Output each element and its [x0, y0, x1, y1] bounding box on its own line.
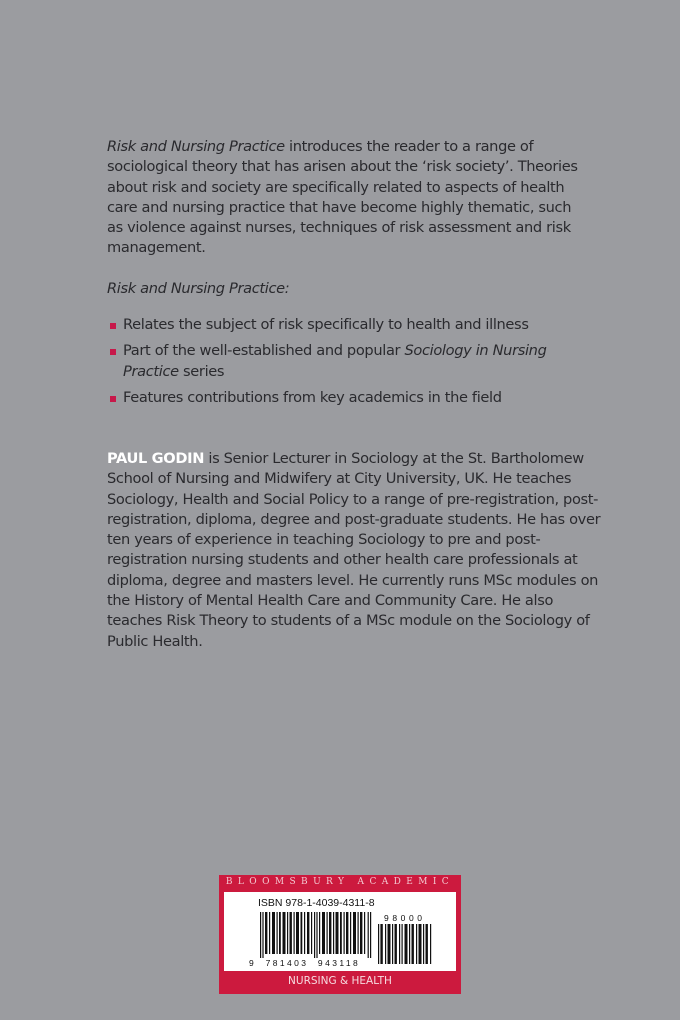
feature-item: Relates the subject of risk specifically to health and illness: [107, 315, 587, 335]
ean-digits: 9 781403 943118: [249, 958, 361, 968]
features-heading: Risk and Nursing Practice:: [107, 280, 290, 297]
book-title-italic: Risk and Nursing Practice: [107, 138, 285, 155]
square-bullet-icon: [110, 323, 116, 329]
features-list: [107, 315, 587, 414]
square-bullet-icon: [110, 349, 116, 355]
book-description: [107, 137, 587, 259]
description-text: introduces the reader to a range of sociological theory that has arisen about the ‘risk society’. Theories about risk and society are specifically related to aspects of health care and nursing practice that have become highly thematic, such as violence against nurses, techniques of risk assessment and risk management.: [107, 138, 578, 257]
subject-category: NURSING & HEALTH: [288, 975, 392, 987]
ean-barcode-icon: [260, 912, 372, 958]
author-name: PAUL GODIN: [107, 450, 205, 467]
isbn-label: ISBN 978-1-4039-4311-8: [258, 897, 375, 909]
feature-item: Features contributions from key academics in the field: [107, 388, 587, 408]
publisher-barcode-box: [219, 875, 461, 994]
addon-barcode-icon: [378, 924, 434, 964]
author-bio: [107, 449, 602, 652]
square-bullet-icon: [110, 396, 116, 402]
barcode-panel: [224, 892, 456, 971]
bio-text: is Senior Lecturer in Sociology at the St. Bartholomew School of Nursing and Midwifery at City University, UK. He teaches Sociology, Health and Social Policy to a range of pre-registration, post-registration, diploma, degree and post-graduate students. He has over ten years of experience in teaching Sociology to pre and post-registration nursing students and other health care professionals at diploma, degree and masters level. He currently runs MSc modules on the History of Mental Health Care and Community Care. He also teaches Risk Theory to students of a MSc module on the Sociology of Public Health.: [107, 450, 601, 650]
publisher-name: BLOOMSBURY ACADEMIC: [225, 877, 455, 887]
price-code: 98000: [384, 913, 426, 923]
feature-item: Part of the well-established and popular Sociology in Nursing Practice series: [107, 341, 587, 382]
